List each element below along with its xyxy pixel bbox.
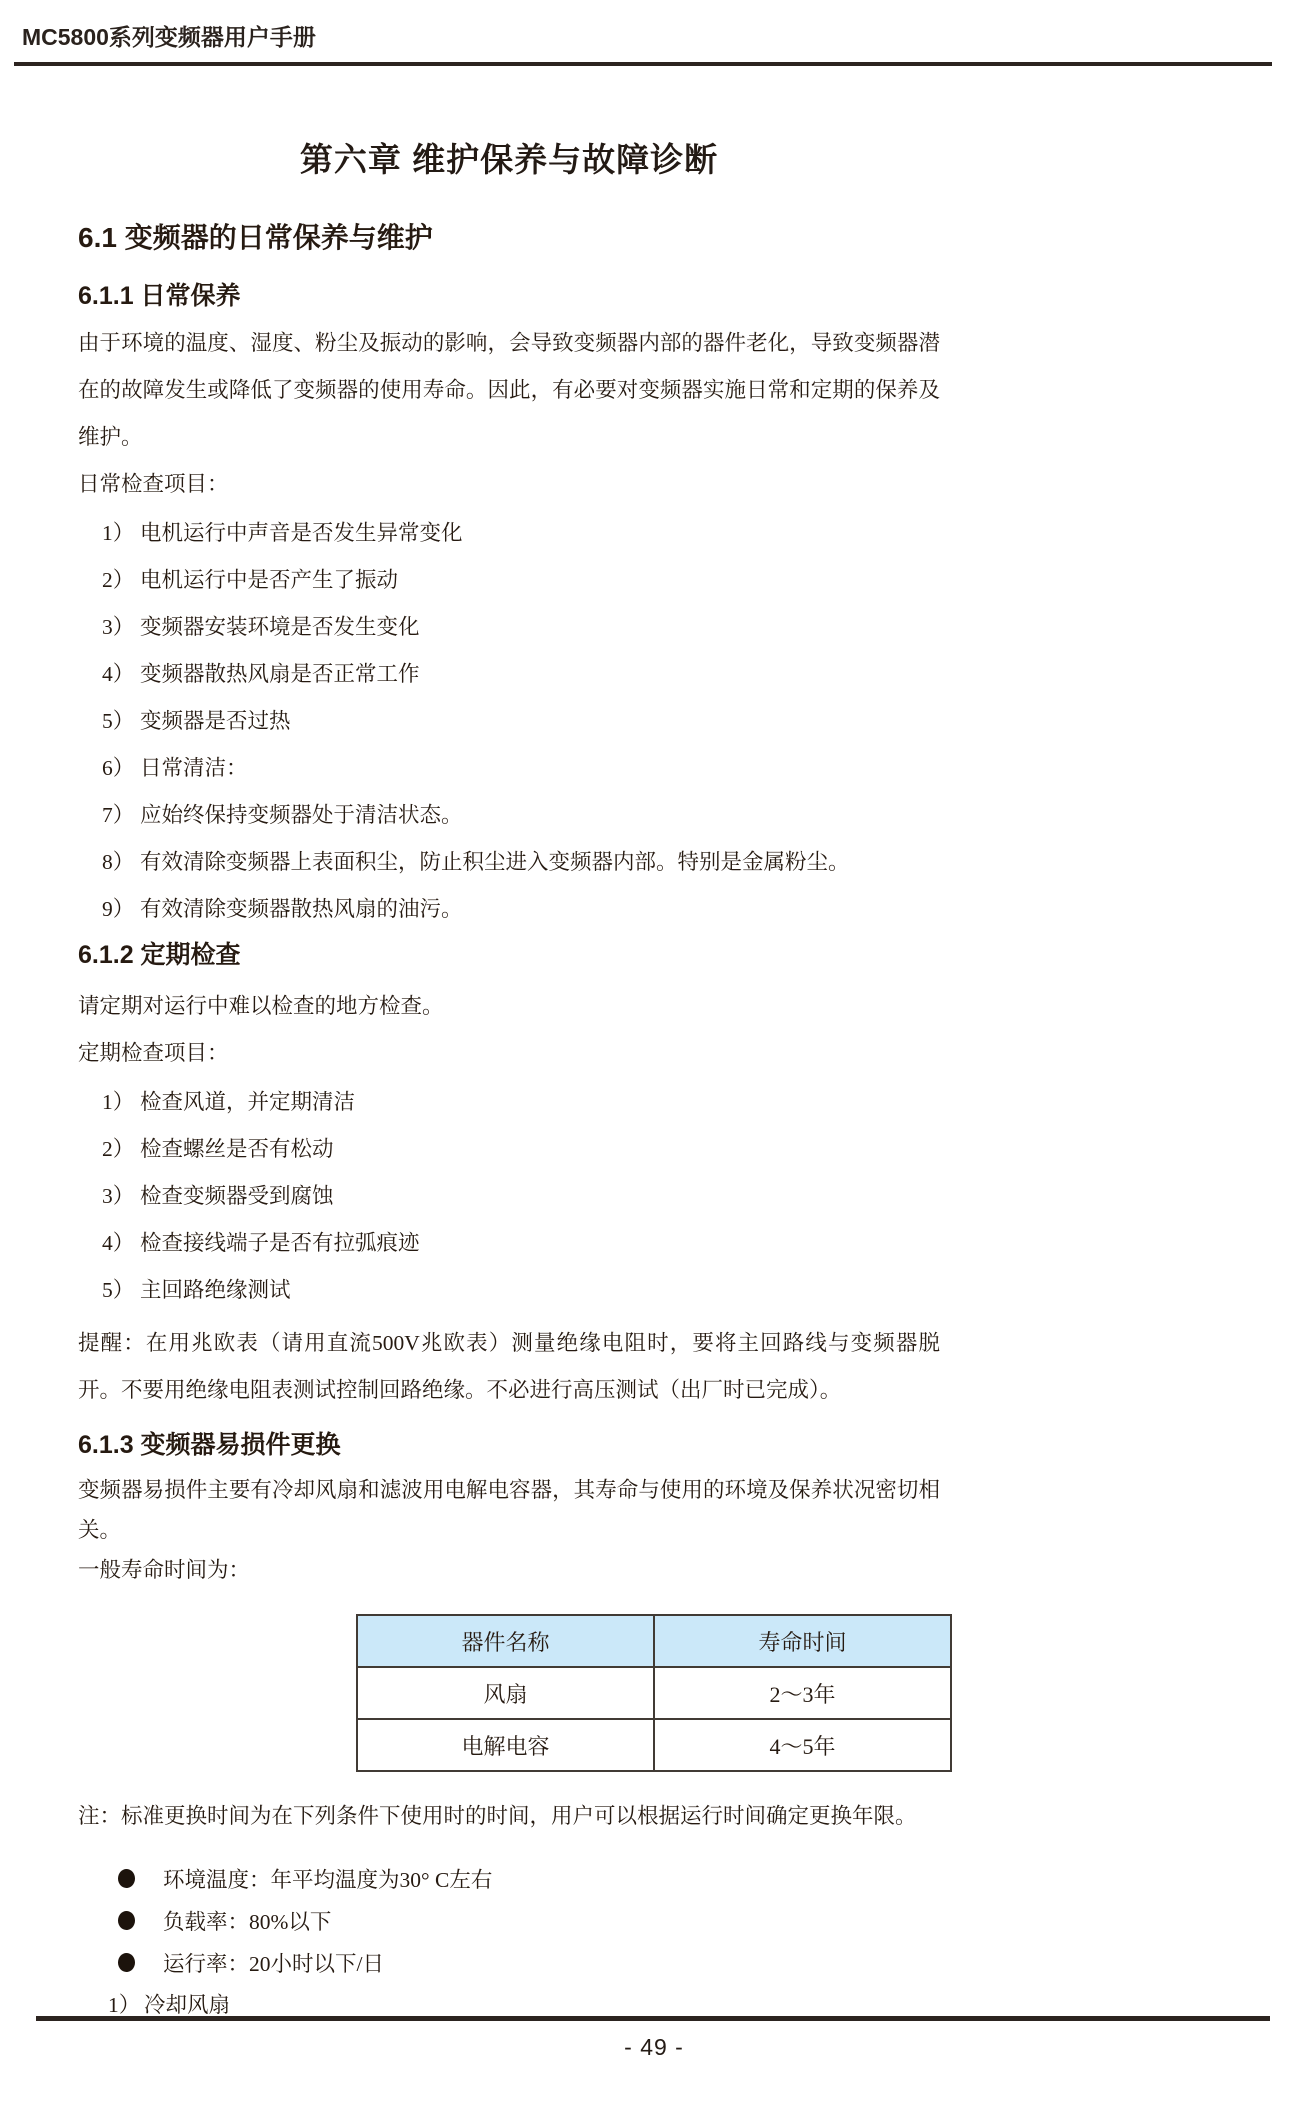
bullet-icon [118,1953,135,1972]
page-header [0,0,1308,54]
list-item [78,698,940,745]
list-item-number: 2） [102,1137,135,1161]
table-cell-part-name: 风扇 [357,1667,654,1719]
list-item-number: 8） [102,850,135,874]
bullet-icon [118,1869,135,1888]
table-header-part-name: 器件名称 [357,1615,654,1667]
list-item [78,1079,940,1126]
parts-lifetime-table [356,1614,952,1772]
table-row [357,1667,951,1719]
bullet-item [78,1858,940,1900]
list-item [78,651,940,698]
usage-condition-bullets [78,1858,940,1984]
list-item-text: 检查风道，并定期清洁 [140,1090,356,1114]
wear-parts-intro: 变频器易损件主要有冷却风扇和滤波用电解电容器，其寿命与使用的环境及保养状况密切相关。 [78,1478,940,1542]
periodic-check-list [78,1079,940,1314]
bullet-item [78,1900,940,1942]
list-item-number: 2） [102,568,135,592]
bullet-item [78,1942,940,1984]
megger-reminder: 提醒：在用兆欧表（请用直流500V兆欧表）测量绝缘电阻时，要将主回路线与变频器脱开。不要用绝缘电阻表测试控制回路绝缘。不必进行高压测试（出厂时已完成）。 [78,1331,940,1402]
wear-parts-intro-2: 一般寿命时间为： [78,1558,251,1582]
list-item [78,1267,940,1314]
list-item-text: 应始终保持变频器处于清洁状态。 [140,803,463,827]
daily-check-list-label: 日常检查项目： [78,472,229,496]
list-item [78,792,940,839]
table-cell-part-name: 电解电容 [357,1719,654,1771]
periodic-check-intro: 请定期对运行中难以检查的地方检查。 [78,994,444,1018]
list-item-number: 7） [102,803,135,827]
list-item-number: 1） [102,521,135,545]
page-number: - 49 - [624,2034,684,2060]
table-cell-lifetime: 2～3年 [654,1667,951,1719]
table-cell-lifetime: 4～5年 [654,1719,951,1771]
bullet-text: 环境温度：年平均温度为30° C左右 [163,1868,493,1892]
section-heading-6-1-3: 6.1.3 变频器易损件更换 [78,1431,341,1459]
list-item-text: 检查螺丝是否有松动 [140,1137,334,1161]
list-item [78,604,940,651]
section-heading-6-1-2: 6.1.2 定期检查 [78,941,241,969]
table-header-lifetime: 寿命时间 [654,1615,951,1667]
list-item-text: 检查接线端子是否有拉弧痕迹 [140,1231,420,1255]
list-item-text: 电机运行中声音是否发生异常变化 [140,521,463,545]
list-item-number: 6） [102,756,135,780]
daily-maintenance-intro: 由于环境的温度、湿度、粉尘及振动的影响，会导致变频器内部的器件老化，导致变频器潜在的故障发生或降低了变频器的使用寿命。因此，有必要对变频器实施日常和定期的保养及维护。 [78,331,940,449]
list-item-number: 1） [108,1992,141,2017]
list-item-number: 1） [102,1090,135,1114]
list-item-number: 5） [102,1278,135,1302]
section-heading-6-1-1: 6.1.1 日常保养 [78,282,241,310]
list-item-text: 检查变频器受到腐蚀 [140,1184,334,1208]
list-item-number: 3） [102,615,135,639]
list-item-number: 9） [102,897,135,921]
list-item-text: 日常清洁： [140,756,248,780]
list-item [78,886,940,933]
list-item-text: 有效清除变频器上表面积尘，防止积尘进入变频器内部。特别是金属粉尘。 [140,850,850,874]
table-row [357,1719,951,1771]
list-item-text: 变频器安装环境是否发生变化 [140,615,420,639]
daily-check-list [78,510,940,933]
list-item-text: 有效清除变频器散热风扇的油污。 [140,897,463,921]
list-item-text: 变频器是否过热 [140,709,291,733]
bullet-text: 运行率：20小时以下/日 [163,1952,384,1976]
list-item-number: 5） [102,709,135,733]
list-item [78,839,940,886]
list-item [78,510,940,557]
list-item [78,1173,940,1220]
section-heading-6-1: 6.1 变频器的日常保养与维护 [78,222,433,253]
list-item [78,557,940,604]
periodic-check-list-label: 定期检查项目： [78,1041,229,1065]
page-content [78,140,940,1590]
manual-title: MC5800系列变频器用户手册 [22,24,316,50]
replacement-note: 注：标准更换时间为在下列条件下使用时的时间，用户可以根据运行时间确定更换年限。 [78,1804,917,1828]
list-item-number: 3） [102,1184,135,1208]
list-item-number: 4） [102,1231,135,1255]
parts-table-header-row [357,1615,951,1667]
footer-rule [36,2016,1270,2021]
list-item [78,1126,940,1173]
chapter-title: 第六章 维护保养与故障诊断 [299,141,719,178]
list-item-text: 电机运行中是否产生了振动 [140,568,399,592]
bullet-text: 负载率：80%以下 [163,1910,332,1934]
list-item-number: 4） [102,662,135,686]
list-item [78,745,940,792]
header-rule [14,62,1272,66]
bullet-icon [118,1911,135,1930]
list-item-text: 主回路绝缘测试 [140,1278,291,1302]
list-item-text: 冷却风扇 [144,1992,231,2017]
page-content-bottom [78,1796,940,2026]
list-item [78,1220,940,1267]
list-item-text: 变频器散热风扇是否正常工作 [140,662,420,686]
